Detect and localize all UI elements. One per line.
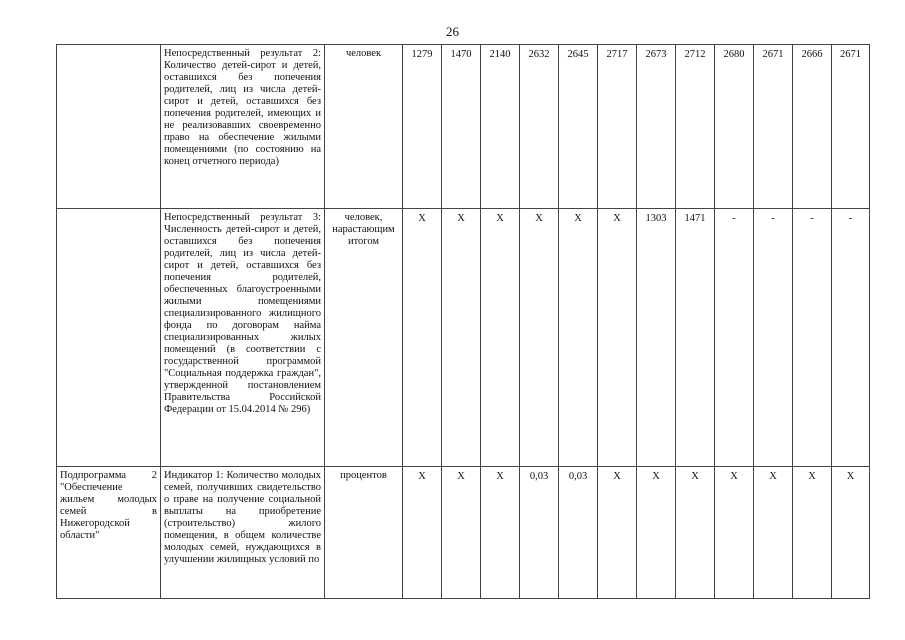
page-number: 26 [446,24,459,39]
value-cell: X [481,467,520,599]
indicator-description-cell: Непосредственный результат 3: Численность детей-сирот и детей, оставшихся без попечения родителей, лиц из числа детей-сирот и детей, оставшихся без попечения родителей, обеспеченных благоустроенными жилыми помещениями специализированного жилищного фонда по договорам найма специализированных жилых помещений (в соответствии с государственной программой "Социальная поддержка граждан", утвержденной постановлением Правительства Российской Федерации от 15.04.2014 № 296) [161,209,325,467]
value-cell: 2671 [754,45,793,209]
value-cell: 1471 [676,209,715,467]
value-cell: X [403,209,442,467]
value-cell: 2712 [676,45,715,209]
table-row [57,45,870,209]
value-cell: X [715,467,754,599]
value-cell: X [481,209,520,467]
value-cell: 2645 [559,45,598,209]
value-cell: 0,03 [559,467,598,599]
value-cell: X [637,467,676,599]
indicators-table [56,44,870,599]
value-cell: - [715,209,754,467]
value-cell: X [676,467,715,599]
unit-cell: человек, нарастающим итогом [325,209,403,467]
value-cell: X [442,209,481,467]
value-cell: 2671 [832,45,870,209]
indicator-description-cell: Индикатор 1: Количество молодых семей, получивших свидетельство о праве на получение социальной выплаты на приобретение (строительство) жилого помещения, в общем количестве молодых семей, нуждающихся в улучшении жилищных условий по [161,467,325,599]
value-cell: X [520,209,559,467]
value-cell: X [442,467,481,599]
value-cell: X [403,467,442,599]
value-cell: 1303 [637,209,676,467]
indicator-description-cell: Непосредственный результат 2: Количество детей-сирот и детей, оставшихся без попечения родителей, лиц из числа детей-сирот и детей, оставшихся без попечения родителей, имеющих и не реализовавших своевременно право на обеспечение жилыми помещениями (по состоянию на конец отчетного периода) [161,45,325,209]
value-cell: - [793,209,832,467]
value-cell: 0,03 [520,467,559,599]
value-cell: X [832,467,870,599]
value-cell: - [754,209,793,467]
subprogram-cell [57,209,161,467]
value-cell: 1470 [442,45,481,209]
value-cell: X [598,209,637,467]
value-cell: 2666 [793,45,832,209]
value-cell: 2632 [520,45,559,209]
unit-cell: человек [325,45,403,209]
value-cell: 2140 [481,45,520,209]
value-cell: 2673 [637,45,676,209]
value-cell: X [559,209,598,467]
subprogram-cell: Подпрограмма 2 "Обеспечение жильем молодых семей в Нижегородской области" [57,467,161,599]
value-cell: 2680 [715,45,754,209]
table-row [57,209,870,467]
value-cell: X [754,467,793,599]
value-cell: X [598,467,637,599]
value-cell: 1279 [403,45,442,209]
value-cell: X [793,467,832,599]
table-row [57,467,870,599]
subprogram-cell [57,45,161,209]
value-cell: - [832,209,870,467]
value-cell: 2717 [598,45,637,209]
unit-cell: процентов [325,467,403,599]
